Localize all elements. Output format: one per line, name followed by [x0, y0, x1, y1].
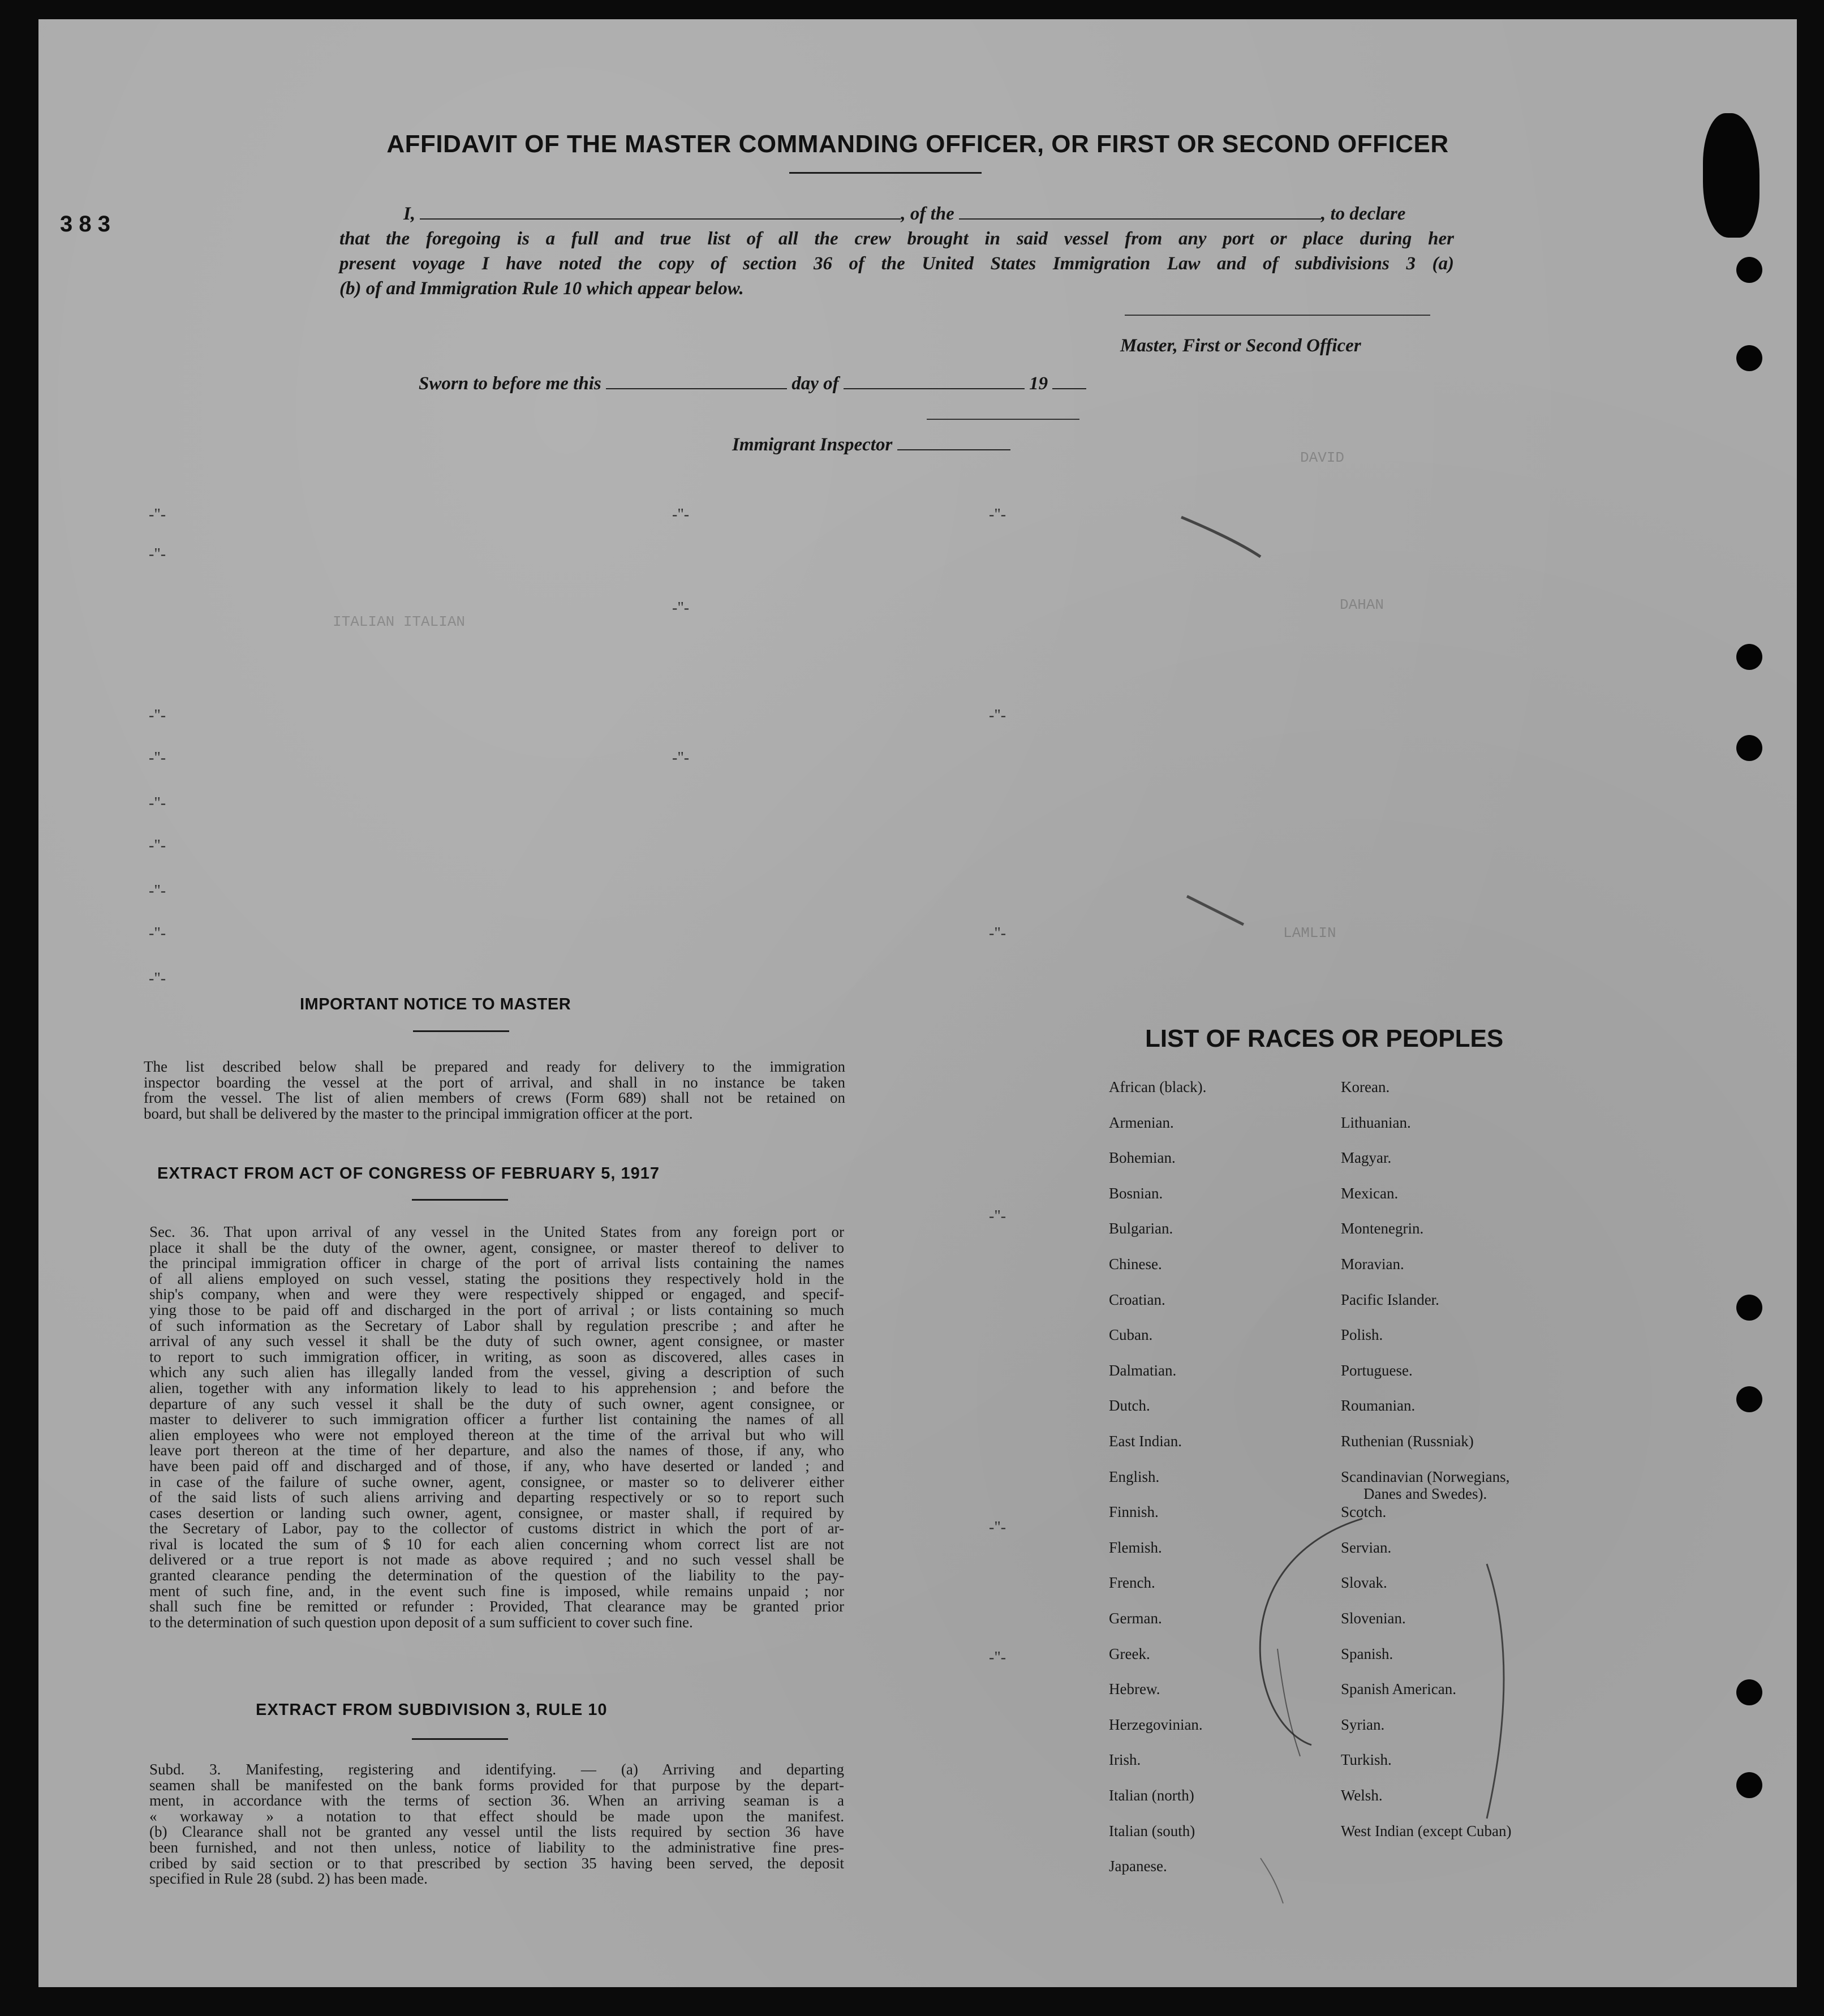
- race-item: Slovenian.: [1341, 1610, 1406, 1627]
- act-line: to report to such immigration officer, in writing, as soon as discovered, alles cases in: [149, 1348, 844, 1365]
- race-item: Croatian.: [1109, 1291, 1165, 1308]
- sworn-label: Sworn to before me this: [419, 373, 601, 394]
- race-item: Scandinavian (Norwegians,: [1341, 1468, 1510, 1485]
- affidavit-line-2: that the foregoing is a full and true list of all the crew brought in said vessel from any port or place during her: [339, 229, 1454, 249]
- race-item: Portuguese.: [1341, 1361, 1413, 1379]
- race-item: Bohemian.: [1109, 1149, 1176, 1167]
- ditto-mark: -"-: [989, 707, 1006, 724]
- race-item: Welsh.: [1341, 1787, 1383, 1804]
- races-title: LIST OF RACES OR PEOPLES: [1145, 1025, 1504, 1052]
- bleed-through-text: LAMLIN: [1283, 925, 1336, 942]
- act-title: EXTRACT FROM ACT OF CONGRESS OF FEBRUARY 5, 1917: [157, 1164, 660, 1183]
- act-line: the principal immigration officer in charge of the port of arrival lists containing the names: [149, 1254, 844, 1272]
- act-line: ment of such fine, and, in the event such fine is imposed, while remains unpaid ; nor: [149, 1582, 844, 1600]
- ditto-mark: -"-: [989, 506, 1006, 523]
- rule-line: (b) Clearance shall not be granted any vessel until the lists required by section 36 have: [149, 1823, 844, 1841]
- race-item: Polish.: [1341, 1326, 1383, 1344]
- ditto-mark: -"-: [149, 749, 166, 767]
- race-item: Spanish.: [1341, 1645, 1393, 1662]
- race-item: Cuban.: [1109, 1326, 1153, 1344]
- punch-hole: [1736, 1772, 1762, 1798]
- act-line: granted clearance pending the determination of the question of the liability to the pay-: [149, 1567, 844, 1584]
- ditto-mark: -"-: [989, 925, 1006, 942]
- race-item: Roumanian.: [1341, 1397, 1416, 1415]
- act-line: ship's company, when and were they were respectively shipped or engaged, and specif-: [149, 1286, 844, 1303]
- margin-mark: 3 8 3: [60, 212, 110, 237]
- day-of-label: day of: [791, 373, 839, 394]
- bleed-through-text: DAVID: [1300, 449, 1345, 466]
- rule-line: « workaway » a notation to that effect should be made upon the manifest.: [149, 1807, 844, 1825]
- ditto-mark: -"-: [149, 794, 166, 812]
- race-item: Spanish American.: [1341, 1680, 1456, 1698]
- race-item: Danes and Swedes).: [1363, 1485, 1487, 1502]
- rule-title: EXTRACT FROM SUBDIVISION 3, RULE 10: [256, 1701, 608, 1719]
- race-item: Dutch.: [1109, 1397, 1150, 1415]
- race-item: Pacific Islander.: [1341, 1291, 1439, 1308]
- affidavit-line-3: present voyage I have noted the copy of section 36 of the United States Immigration Law and of subdivisions 3 (a): [339, 253, 1454, 274]
- notice-title: IMPORTANT NOTICE TO MASTER: [300, 995, 571, 1013]
- race-item: Ruthenian (Russniak): [1341, 1433, 1474, 1450]
- rule-line: seamen shall be manifested on the bank forms provided for that purpose by the depart-: [149, 1776, 844, 1794]
- punch-hole: [1736, 1386, 1762, 1412]
- rule-line: specified in Rule 28 (subd. 2) has been made.: [149, 1870, 428, 1888]
- race-item: Mexican.: [1341, 1184, 1399, 1202]
- punch-hole: [1736, 257, 1762, 283]
- year-prefix: 19: [1029, 373, 1048, 394]
- ditto-mark: -"-: [672, 599, 690, 617]
- act-line: place it shall be the duty of the owner, agent, consignee, or master thereof to deliver to: [149, 1239, 844, 1256]
- rule-line: cribed by said section or to that prescribed by section 35 having been served, the deposit: [149, 1854, 844, 1872]
- race-item: Bulgarian.: [1109, 1220, 1173, 1237]
- act-line: have been paid off and discharged and of those, if any, who have deserted or landed ; and: [149, 1457, 844, 1475]
- race-item: Scotch.: [1341, 1503, 1387, 1521]
- race-item: Slovak.: [1341, 1574, 1387, 1592]
- act-line: arrival of any such vessel it shall be the duty of such owner, agent consignee, or master: [149, 1332, 844, 1350]
- race-item: Moravian.: [1341, 1256, 1404, 1273]
- bleed-through-text: ITALIAN ITALIAN: [333, 613, 466, 630]
- notice-line: The list described below shall be prepared and ready for delivery to the immigration: [144, 1058, 845, 1075]
- race-item: Magyar.: [1341, 1149, 1392, 1167]
- race-item: Turkish.: [1341, 1751, 1392, 1769]
- ditto-mark: -"-: [149, 545, 166, 563]
- race-item: Hebrew.: [1109, 1680, 1160, 1698]
- rule-line: been furnished, and not then unless, notice of liability to the administrative fine pres-: [149, 1838, 844, 1856]
- race-item: German.: [1109, 1610, 1162, 1627]
- act-line: alien, together with any information likely to lead to his apprehension ; and before the: [149, 1379, 844, 1396]
- ditto-mark: -"-: [149, 707, 166, 724]
- ditto-mark: -"-: [672, 506, 690, 523]
- race-item: Irish.: [1109, 1751, 1141, 1769]
- i-label: I,: [403, 204, 416, 224]
- affidavit-title: AFFIDAVIT OF THE MASTER COMMANDING OFFICER, OR FIRST OR SECOND OFFICER: [386, 130, 1449, 158]
- punch-hole: [1736, 345, 1762, 371]
- act-line: cases desertion or landing such owner, agent, consignee, or master shall, if required by: [149, 1504, 844, 1521]
- race-item: Chinese.: [1109, 1256, 1162, 1273]
- of-the-label: , of the: [901, 204, 954, 224]
- act-line: to the determination of such question upon deposit of a sum sufficient to cover such fine.: [149, 1613, 693, 1631]
- punch-hole: [1736, 1295, 1762, 1321]
- act-line: delivered or a true report is not made as above required ; and no such vessel shall be: [149, 1551, 844, 1568]
- notice-line: from the vessel. The list of alien members of crews (Form 689) shall not be retained on: [144, 1089, 845, 1107]
- act-line: ying those to be paid off and discharged in the port of arrival ; or lists containing so much: [149, 1301, 844, 1318]
- race-item: Herzegovinian.: [1109, 1716, 1203, 1733]
- race-item: Italian (north): [1109, 1787, 1194, 1804]
- ditto-mark: -"-: [989, 1207, 1006, 1225]
- to-declare-label: , to declare: [1321, 204, 1406, 224]
- inspector-label: Immigrant Inspector: [732, 435, 893, 455]
- ditto-mark: -"-: [149, 970, 166, 987]
- document-page: [38, 19, 1797, 1987]
- ditto-mark: -"-: [149, 925, 166, 942]
- race-item: Syrian.: [1341, 1716, 1385, 1733]
- ditto-mark: -"-: [149, 837, 166, 854]
- act-line: master to deliverer to such immigration officer a further list containing the names of all: [149, 1411, 844, 1428]
- ditto-mark: -"-: [989, 1519, 1006, 1536]
- race-item: English.: [1109, 1468, 1160, 1485]
- race-item: Dalmatian.: [1109, 1361, 1177, 1379]
- ditto-mark: -"-: [149, 506, 166, 523]
- pencil-marks: [38, 19, 1797, 1987]
- act-line: in case of the failure of suche owner, agent, consignee, or master so to deliverer either: [149, 1473, 844, 1490]
- bleed-through-text: DAHAN: [1340, 596, 1384, 613]
- master-signature-label: Master, First or Second Officer: [1120, 336, 1361, 356]
- race-item: Servian.: [1341, 1538, 1392, 1556]
- race-item: Italian (south): [1109, 1822, 1195, 1839]
- act-line: shall such fine be remitted or refunder : Provided, That clearance may be granted prior: [149, 1598, 844, 1615]
- race-item: Greek.: [1109, 1645, 1150, 1662]
- race-item: Japanese.: [1109, 1858, 1167, 1875]
- race-item: West Indian (except Cuban): [1341, 1822, 1512, 1839]
- race-item: Korean.: [1341, 1078, 1390, 1095]
- punch-hole: [1736, 735, 1762, 761]
- act-line: alien employees who were not employed thereon at the time of the arrival but who will: [149, 1426, 844, 1443]
- ditto-mark: -"-: [672, 749, 690, 767]
- act-line: departure of any such vessel it shall be the duty of such owner, agent consignee, or: [149, 1395, 844, 1412]
- race-item: Lithuanian.: [1341, 1114, 1411, 1131]
- race-item: Finnish.: [1109, 1503, 1159, 1521]
- race-item: African (black).: [1109, 1078, 1207, 1095]
- notice-line: inspector boarding the vessel at the port of arrival, and shall in no instance be taken: [144, 1073, 845, 1091]
- act-line: rival is located the sum of $ 10 for each alien concerning whom correct list are not: [149, 1535, 844, 1553]
- affidavit-line-4: (b) of and Immigration Rule 10 which appear below.: [339, 278, 744, 299]
- race-item: Bosnian.: [1109, 1184, 1163, 1202]
- race-item: French.: [1109, 1574, 1155, 1592]
- race-item: Armenian.: [1109, 1114, 1174, 1131]
- rule-line: ment, in accordance with the terms of section 36. When an arriving seaman is a: [149, 1792, 844, 1809]
- act-line: of such information as the Secretary of Labor shall by regulation prescribe ; and after he: [149, 1317, 844, 1334]
- punch-hole: [1736, 644, 1762, 670]
- race-item: Flemish.: [1109, 1538, 1162, 1556]
- act-line: which any such alien has illegally landed from the vessel, giving a description of such: [149, 1364, 844, 1381]
- notice-line: board, but shall be delivered by the master to the principal immigration officer at the port.: [144, 1104, 693, 1122]
- act-line: of the said lists of such aliens arriving and departing respectively or so to report such: [149, 1489, 844, 1506]
- act-line: of all aliens employed on such vessel, stating the positions they respectively hold in the: [149, 1270, 844, 1287]
- race-item: Montenegrin.: [1341, 1220, 1424, 1237]
- act-line: leave port thereon at the time of her departure, and also the names of those, if any, who: [149, 1442, 844, 1459]
- ditto-mark: -"-: [149, 882, 166, 900]
- ditto-mark: -"-: [989, 1649, 1006, 1666]
- torn-corner: [1703, 113, 1760, 238]
- act-line: Sec. 36. That upon arrival of any vessel in the United States from any foreign port or: [149, 1223, 844, 1240]
- rule-line: Subd. 3. Manifesting, registering and identifying. — (a) Arriving and departing: [149, 1761, 844, 1778]
- race-item: East Indian.: [1109, 1433, 1182, 1450]
- punch-hole: [1736, 1679, 1762, 1705]
- act-line: the Secretary of Labor, pay to the collector of customs district in which the port of ar-: [149, 1520, 844, 1537]
